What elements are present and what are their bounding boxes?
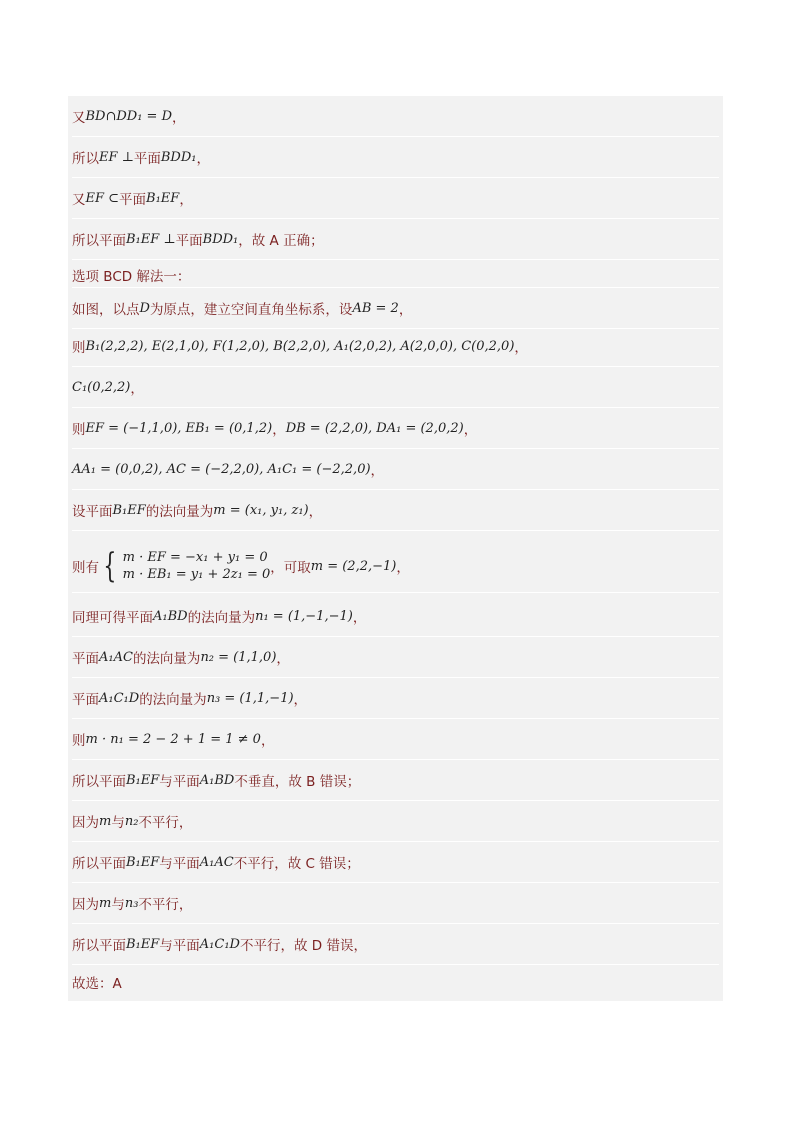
math-expression: m = (2,2,−1) [310,558,397,574]
line-text: ， [396,560,410,576]
math-expression: DB = (2,2,0), DA₁ = (2,0,2) [285,420,464,436]
line-text: 不平行， [138,815,193,831]
math-expression: m [99,813,112,829]
math-expression: B₁EF [112,502,146,518]
line-text: 与平面 [159,774,200,790]
math-expression: B₁EF [126,772,160,788]
math-expression: m = (x₁, y₁, z₁) [213,502,309,518]
math-expression: n₃ = (1,1,−1) [206,690,294,706]
math-expression: n₃ [124,895,139,911]
math-expression: D [139,300,150,316]
line-text: ，故 A 正确； [238,233,324,249]
math-expression: AB = 2 [352,300,399,316]
line-text: ， [352,610,367,626]
solution-line [72,719,719,760]
math-expression: A₁BD [199,772,235,788]
line-text: 平面 [119,192,147,208]
line-text: 与 [111,897,125,913]
line-text: 所以 [72,151,99,167]
solution-line [72,490,719,531]
solution-line [72,219,719,260]
solution-line [72,801,719,842]
math-expression: n₂ [124,813,139,829]
line-text: ， [398,302,413,318]
line-text: 与平面 [159,856,200,872]
math-expression: B₁EF [126,854,160,870]
line-text: 因为 [72,897,99,913]
solution-line [72,924,719,965]
solution-line [72,326,719,367]
math-expression: B₁EF [146,190,180,206]
answer-text: 故选：A [72,976,122,992]
math-expression: B₁EF [126,936,160,952]
line-text: ， [172,110,186,126]
math-expression: BD∩DD₁ = D [85,108,173,124]
solution-line [72,596,719,637]
solution-line [72,883,719,924]
math-expression: B₁EF ⊥ [126,231,176,247]
math-expression: EF = (−1,1,0), EB₁ = (0,1,2) [85,420,273,436]
math-expression: A₁AC [199,854,234,870]
solution-line [72,637,719,678]
line-text: ， [514,340,528,356]
solution-line [72,96,719,137]
math-expression: BDD₁ [160,149,197,165]
math-expression: A₁C₁D [199,936,240,952]
solution-panel [68,96,723,1001]
line-text: 的法向量为 [145,504,214,520]
math-expression: BDD₁ [202,231,239,247]
line-text: 所以平面 [72,856,126,872]
line-text: 又 [72,192,86,208]
line-text: 因为 [72,815,99,831]
math-expression: EF ⊥ [99,149,134,165]
line-text: 则 [72,422,86,438]
line-text: ， [179,192,193,208]
line-text: 为原点，建立空间直角坐标系，设 [149,302,353,318]
math-expression: m · EF = −x₁ + y₁ = 0 [122,550,268,565]
line-text: 则 [72,733,86,749]
solution-line [72,263,719,288]
line-text: ， [276,651,290,667]
line-text: 的法向量为 [187,610,256,626]
line-text: 不平行， [138,897,193,913]
equation-system [99,546,271,586]
line-text: 则 [72,340,86,356]
line-text: 不垂直，故 B 错误； [234,774,361,790]
line-text: 的法向量为 [139,692,207,708]
line-text: ， [260,733,275,749]
line-text: 与 [111,815,125,831]
math-expression: EF ⊂ [85,190,120,206]
line-text: 平面 [133,151,161,167]
line-text: 与平面 [159,938,200,954]
math-expression: m · EB₁ = y₁ + 2z₁ = 0 [122,567,271,582]
line-text: 又 [72,110,86,126]
math-expression: A₁C₁D [99,690,140,706]
line-text: 不平行，故 D 错误， [239,938,367,954]
math-expression: n₂ = (1,1,0) [200,649,277,665]
solution-line [72,408,719,449]
math-expression: A₁AC [99,649,133,665]
line-text: 平面 [72,651,99,667]
line-text: 设平面 [72,504,113,520]
math-expression: B₁(2,2,2), E(2,1,0), F(1,2,0), B(2,2,0), A₁(2,0,2), A(2,0,0), C(0,2,0) [85,338,515,354]
line-text: 选项 BCD 解法一： [72,269,191,285]
line-text: ， [130,381,144,397]
line-text: ， [272,422,286,438]
solution-line [72,137,719,178]
line-text: ， [463,422,478,438]
line-text: 平面 [72,692,99,708]
line-text: 如图，以点 [72,302,140,318]
line-text: 所以平面 [72,938,126,954]
solution-line [72,288,719,329]
solution-line [72,842,719,883]
solution-line [72,760,719,801]
math-expression: m · n₁ = 2 − 2 + 1 = 1 ≠ 0 [85,731,261,747]
brace-icon: { [103,546,117,586]
line-text: ，可取 [270,560,311,576]
line-text: 不平行，故 C 错误； [233,856,360,872]
math-expression: C₁(0,2,2) [72,379,131,395]
line-text: ， [293,692,308,708]
solution-line [72,178,719,219]
solution-line [72,678,719,719]
math-expression: m [99,895,112,911]
math-expression: n₁ = (1,−1,−1) [255,608,353,624]
line-text: 同理可得平面 [72,610,153,626]
line-text: 所以平面 [72,233,126,249]
line-text: 则有 [72,560,99,576]
solution-line [72,968,719,996]
line-text: 平面 [175,233,203,249]
line-text: 所以平面 [72,774,126,790]
math-expression: A₁BD [153,608,188,624]
line-text: ， [308,504,323,520]
line-text: ， [370,463,385,479]
line-text: ， [196,151,210,167]
line-text: 的法向量为 [132,651,201,667]
solution-line [72,540,719,593]
solution-line [72,367,719,408]
solution-line [72,449,719,490]
math-expression: AA₁ = (0,0,2), AC = (−2,2,0), A₁C₁ = (−2,2,0) [72,461,371,477]
